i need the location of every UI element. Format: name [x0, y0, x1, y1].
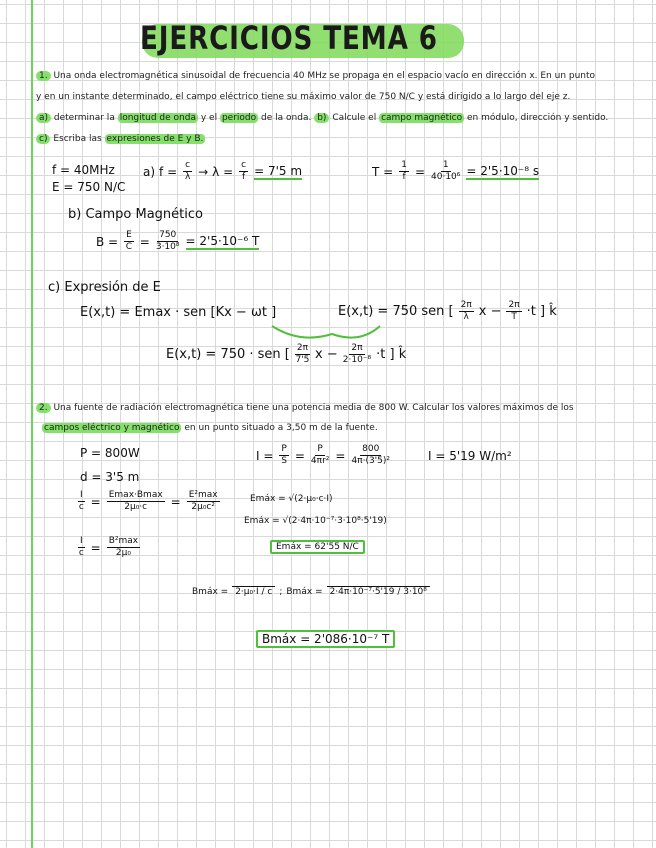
frac-den: 2μ₀c² — [191, 502, 215, 512]
frac-den: 40·10⁶ — [431, 172, 461, 182]
highlight-expresiones: expresiones de E y B. — [106, 134, 204, 144]
emax-formula: Emáx = √(2·μ₀·c·I) — [250, 494, 333, 504]
eq-sign: = — [139, 234, 150, 249]
eq-sign: = — [294, 448, 305, 463]
frac-num: 1 — [401, 160, 407, 170]
frac-den: 4π·(3'5)² — [351, 456, 390, 466]
frac-num: I — [80, 536, 83, 546]
problem1-number: 1. — [36, 71, 51, 81]
frac-den: 2μ₀ — [115, 548, 131, 558]
intensity-result: I = 5'19 W/m² — [428, 449, 512, 463]
given-distance: d = 3'5 m — [80, 470, 140, 484]
problem1-text-line1: Una onda electromagnética sinusoidal de frecuencia 40 MHz se propaga en el espacio vacío en dirección x. En un punto — [53, 71, 596, 81]
given-power: P = 800W — [80, 446, 140, 460]
bmax-result: Bmáx = 2'086·10⁻⁷ T — [256, 630, 395, 648]
eq-f: f = — [159, 164, 178, 179]
page-title: EJERCICIOS TEMA 6 — [140, 19, 438, 57]
expr-mid: x − — [315, 347, 338, 362]
part-a-text: determinar la — [53, 113, 115, 123]
expr-prefix: E(x,t) = 750 · sen [ — [166, 347, 290, 362]
frac-den: C — [125, 242, 133, 252]
frac-num: P — [317, 444, 323, 454]
frac-num: 2π — [296, 343, 309, 353]
eq-sign: = — [90, 540, 101, 555]
frac-num: c — [241, 160, 247, 170]
highlight-campo-magnetico: campo magnético — [381, 113, 463, 123]
part-b-text: Calcule el — [332, 113, 377, 123]
frac-num: P — [281, 444, 287, 454]
arrow: → — [198, 164, 209, 179]
frac-num: 2π — [460, 300, 472, 310]
frac-num: 750 — [159, 230, 177, 240]
problem2-line2 — [42, 420, 378, 436]
fraction-2pi-7-5 — [295, 343, 310, 366]
bmax-equations — [192, 586, 430, 597]
fraction-P-4pir2 — [311, 444, 329, 467]
part-b-text2: en módulo, dirección y sentido. — [466, 113, 609, 123]
frac-den: 2μ₀·c — [124, 502, 148, 512]
intensity-equation — [256, 444, 392, 467]
fraction-2pi-2e-8 — [343, 343, 371, 366]
frac-den: T — [511, 312, 517, 322]
frac-den: f — [242, 172, 246, 182]
frac-den: λ — [184, 172, 191, 182]
eq-B: B = — [96, 234, 119, 249]
eq-T: T = — [372, 164, 394, 179]
eq-bmax: Bmáx = — [192, 586, 229, 597]
part-c-label: c) — [36, 134, 50, 144]
part-a-text2: y el — [200, 113, 218, 123]
frac-den: 7'5 — [295, 355, 310, 365]
highlight-campos: campos eléctrico y magnético — [44, 423, 180, 433]
fraction-800 — [351, 444, 390, 467]
separator: ; — [279, 586, 283, 597]
fraction-I-c — [78, 536, 85, 559]
frac-den: S — [281, 456, 287, 466]
emax-result: Emáx = 62'55 N/C — [270, 540, 365, 554]
highlight-periodo: periodo — [221, 113, 257, 123]
frac-num: 1 — [442, 160, 449, 170]
eq-bmax: Bmáx = — [286, 586, 323, 597]
expr-mid: x − — [478, 304, 502, 319]
eq-I: I = — [256, 448, 274, 463]
frac-num: E²max — [188, 490, 218, 500]
frac-den: 4πr² — [310, 456, 330, 466]
eq-sign: = — [90, 494, 101, 509]
sqrt-expression: 2·μ₀·I / c — [232, 586, 275, 597]
frac-den: 3·10⁸ — [155, 242, 180, 252]
problem2-number: 2. — [36, 403, 51, 413]
frac-den: f — [402, 172, 406, 182]
fraction-B2 — [107, 536, 140, 559]
frac-den: 2·10⁻⁸ — [342, 355, 372, 365]
sqrt-substitution: 2·4π·10⁻⁷·5'19 / 3·10⁸ — [327, 586, 430, 597]
part-b-heading: b) Campo Magnético — [68, 207, 203, 222]
expr-prefix: E(x,t) = 750 sen [ — [338, 304, 454, 319]
frac-num: Emax·Bmax — [108, 490, 163, 500]
problem2-text-line1: Una fuente de radiación electromagnética tiene una potencia media de 800 W. Calcular los valores máximos de los — [53, 403, 574, 413]
intensity-relation — [76, 490, 222, 513]
wavelength-result: = 7'5 m — [254, 163, 303, 178]
given-field: E = 750 N/C — [52, 180, 126, 194]
fraction-E2 — [187, 490, 220, 513]
part-a-label: a) — [36, 113, 51, 123]
eq-sign: = — [170, 494, 181, 509]
highlight-longitud: longitud de onda — [119, 113, 196, 123]
fraction-P-S — [279, 444, 288, 467]
part-b-label: b) — [314, 113, 329, 123]
part-c-heading: c) Expresión de E — [48, 280, 161, 295]
emax-substitution: Emáx = √(2·4π·10⁻⁷·3·10⁸·5'19) — [244, 516, 387, 526]
intensity-relation-b — [76, 536, 142, 559]
problem1-text-line2: y en un instante determinado, el campo eléctrico tiene su máximo valor de 750 N/C y está dirigido a lo largo del eje z. — [36, 92, 571, 102]
frac-num: I — [80, 490, 83, 500]
eq-sign: = — [414, 164, 425, 179]
frac-num: 800 — [362, 444, 380, 454]
general-expression: E(x,t) = Emax · sen [Kx − ωt ] — [80, 305, 277, 320]
frac-den: c — [78, 548, 84, 558]
expr-end: ·t ] k̂ — [526, 304, 557, 319]
expr-end: ·t ] k̂ — [376, 347, 407, 362]
problem2-line1 — [36, 400, 574, 416]
part-c-text: Escriba las — [53, 134, 102, 144]
frac-num: 2π — [351, 343, 363, 353]
period-result: = 2'5·10⁻⁸ s — [466, 163, 540, 178]
frac-num: E — [126, 230, 132, 240]
fraction-I-c — [78, 490, 85, 513]
frac-den: λ — [463, 312, 469, 322]
eq-sign: = — [335, 448, 346, 463]
fraction-EB — [107, 490, 165, 513]
frac-num: 2π — [508, 300, 520, 310]
problem2-text-line2: en un punto situado a 3,50 m de la fuente. — [184, 423, 378, 433]
final-expression — [166, 343, 406, 366]
given-frequency: f = 40MHz — [52, 163, 115, 177]
part-a-text3: de la onda. — [261, 113, 312, 123]
frac-num: B²max — [108, 536, 139, 546]
magnetic-field-result: = 2'5·10⁻⁶ T — [185, 233, 260, 248]
frac-num: c — [185, 160, 191, 170]
part-a-mark: a) — [143, 164, 156, 179]
eq-lambda: λ = — [212, 164, 234, 179]
frac-den: c — [78, 502, 84, 512]
